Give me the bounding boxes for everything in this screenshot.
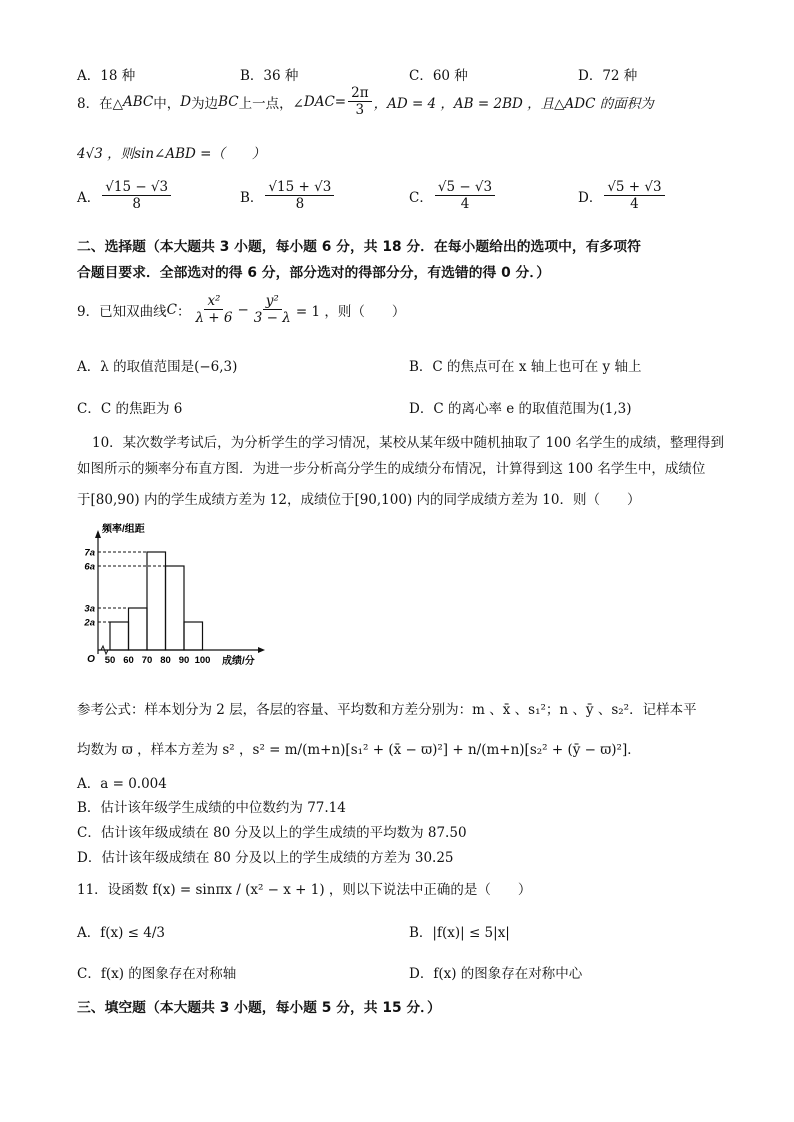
q8-opt-a-den: 8 (132, 196, 141, 213)
q9-f1-num: x² (204, 294, 223, 310)
y-tick-label: 6a (84, 561, 95, 573)
q8-stem-c: 为边 (191, 95, 219, 112)
q10-option-b: B．估计该年级学生成绩的中位数约为 77.14 (77, 800, 346, 816)
y-tick-label: 2a (84, 617, 95, 629)
q8-opt-c-label: C． (409, 189, 433, 206)
y-axis-label: 频率/组距 (102, 524, 145, 535)
frequency-histogram (76, 522, 266, 672)
q9-f2-num: y² (263, 294, 282, 310)
q8-opt-b-den: 8 (295, 196, 305, 213)
q9-stem-a: 9．已知双曲线 (77, 303, 167, 320)
x-tick-label: 70 (141, 655, 153, 666)
q8-frac-num: 2π (348, 86, 371, 102)
q8-dac: DAC (303, 93, 335, 110)
q9-option-b: B．C 的焦点可在 x 轴上也可在 y 轴上 (409, 359, 642, 375)
q9-option-c: C．C 的焦距为 6 (77, 401, 183, 417)
histogram-bar (166, 566, 185, 650)
histogram-bar (110, 622, 129, 650)
q10-formula-line1: 参考公式：样本划分为 2 层，各层的容量、平均数和方差分别为：m 、x̄ 、s₁²；n 、ȳ 、s₂²．记样本平 (77, 702, 697, 718)
q7-option-b: B．36 种 (240, 68, 299, 84)
q8-d: D (180, 93, 192, 110)
q9-frac-2 (251, 294, 294, 325)
q7-option-d: D．72 种 (578, 68, 638, 84)
histogram-bar (147, 552, 166, 650)
q11-option-a: A．f(x) ≤ 4/3 (77, 925, 166, 941)
q8-option-a (77, 180, 173, 211)
q9-frac-1 (192, 294, 235, 325)
y-axis-arrow (95, 530, 101, 538)
q8-opt-b-label: B． (240, 189, 264, 206)
q8-eq: = (334, 93, 347, 110)
histogram-bar (129, 608, 148, 650)
section2-heading-line2: 合题目要求．全部选对的得 6 分，部分选对的得部分分，有选错的得 0 分．） (77, 265, 551, 281)
q8-option-d (578, 180, 667, 211)
q10-line2: 如图所示的频率分布直方图．为进一步分析高分学生的成绩分布情况，计算得到这 100 名学生中，成绩位 (77, 461, 706, 477)
q7-option-a: A．18 种 (77, 68, 136, 84)
q8-stem-d: 上一点，∠ (238, 95, 304, 112)
q11-option-d: D．f(x) 的图象存在对称中心 (409, 966, 583, 982)
q8-stem-b: 中， (153, 95, 181, 112)
q10-option-a: A．a = 0.004 (77, 776, 167, 792)
q8-conditions: ，AD = 4 ，AB = 2BD ，且△ADC 的面积为 (373, 95, 654, 112)
q9-c: C (166, 301, 177, 318)
q8-angle-fraction (348, 86, 371, 117)
q8-option-c (409, 180, 497, 211)
q8-option-b (240, 180, 336, 211)
section2-heading-line1: 二、选择题（本大题共 3 小题，每小题 6 分，共 18 分．在每小题给出的选项中，有多项符 (77, 239, 641, 255)
q9-stem-b: ： (176, 303, 191, 320)
q11-option-b: B．|f(x)| ≤ 5|x| (409, 925, 510, 941)
q8-opt-a-label: A． (77, 189, 101, 206)
q11-stem: 11．设函数 f(x) = sinπx / (x² − x + 1) ，则以下说法中正确的是（ ） (77, 882, 532, 898)
q10-formula-line2: 均数为 ϖ ，样本方差为 s² ，s² = m/(m+n)[s₁² + (x̄ − ϖ)²] + n/(m+n)[s₂² + (ȳ − ϖ)²]． (77, 742, 641, 758)
q8-stem (77, 86, 654, 117)
q9-stem (77, 294, 405, 325)
x-tick-label: 80 (160, 655, 171, 666)
x-tick-label: 90 (178, 655, 190, 666)
x-tick-label: 100 (194, 655, 211, 666)
q10-line1: 10．某次数学考试后，为分析学生的学习情况，某校从某年级中随机抽取了 100 名学生的成绩，整理得到 (92, 435, 725, 451)
histogram-svg (76, 522, 266, 672)
q9-f1-den: λ + 6 (195, 310, 233, 327)
x-tick-label: 60 (123, 655, 134, 666)
q10-option-d: D．估计该年级成绩在 80 分及以上的学生成绩的方差为 30.25 (77, 850, 454, 866)
histogram-bar (184, 622, 203, 650)
q8-line2: 4√3 ，则sin∠ABD =（ ） (77, 146, 266, 162)
q8-opt-a-num: √15 − √3 (102, 180, 171, 196)
x-tick-label: 50 (104, 655, 116, 666)
q10-option-c: C．估计该年级成绩在 80 分及以上的学生成绩的平均数为 87.50 (77, 825, 467, 841)
q9-option-a: A．λ 的取值范围是(−6,3) (77, 359, 238, 375)
y-tick-label: 3a (84, 603, 95, 615)
q8-opt-d-label: D． (578, 189, 603, 206)
q8-frac-den: 3 (355, 102, 365, 119)
q7-option-c: C．60 种 (409, 68, 468, 84)
q8-opt-d-den: 4 (630, 196, 639, 213)
q8-stem-a: 8．在△ (77, 95, 123, 112)
q10-line3: 于[80,90) 内的学生成绩方差为 12，成绩位于[90,100) 内的同学成绩方差为 10．则（ ） (77, 492, 641, 508)
section3-heading: 三、填空题（本大题共 3 小题，每小题 5 分，共 15 分．） (77, 1000, 441, 1016)
q8-abc: ABC (122, 93, 154, 110)
q8-opt-c-den: 4 (460, 196, 470, 213)
q9-stem-c: = 1 ，则（ ） (295, 303, 406, 320)
q11-option-c: C．f(x) 的图象存在对称轴 (77, 966, 237, 982)
q9-f2-den: 3 − λ (253, 310, 291, 327)
y-tick-label: 7a (84, 547, 95, 559)
q8-opt-b-num: √15 + √3 (265, 180, 334, 196)
x-axis-arrow (258, 647, 265, 653)
q9-option-d: D．C 的离心率 e 的取值范围为(1,3) (409, 401, 632, 417)
q9-minus: − (237, 301, 249, 318)
q8-bc: BC (218, 93, 239, 110)
x-axis-label: 成绩/分 (222, 656, 255, 667)
q8-opt-d-num: √5 + √3 (604, 180, 664, 196)
origin-label: O (87, 654, 95, 665)
q8-opt-c-num: √5 − √3 (435, 180, 495, 196)
